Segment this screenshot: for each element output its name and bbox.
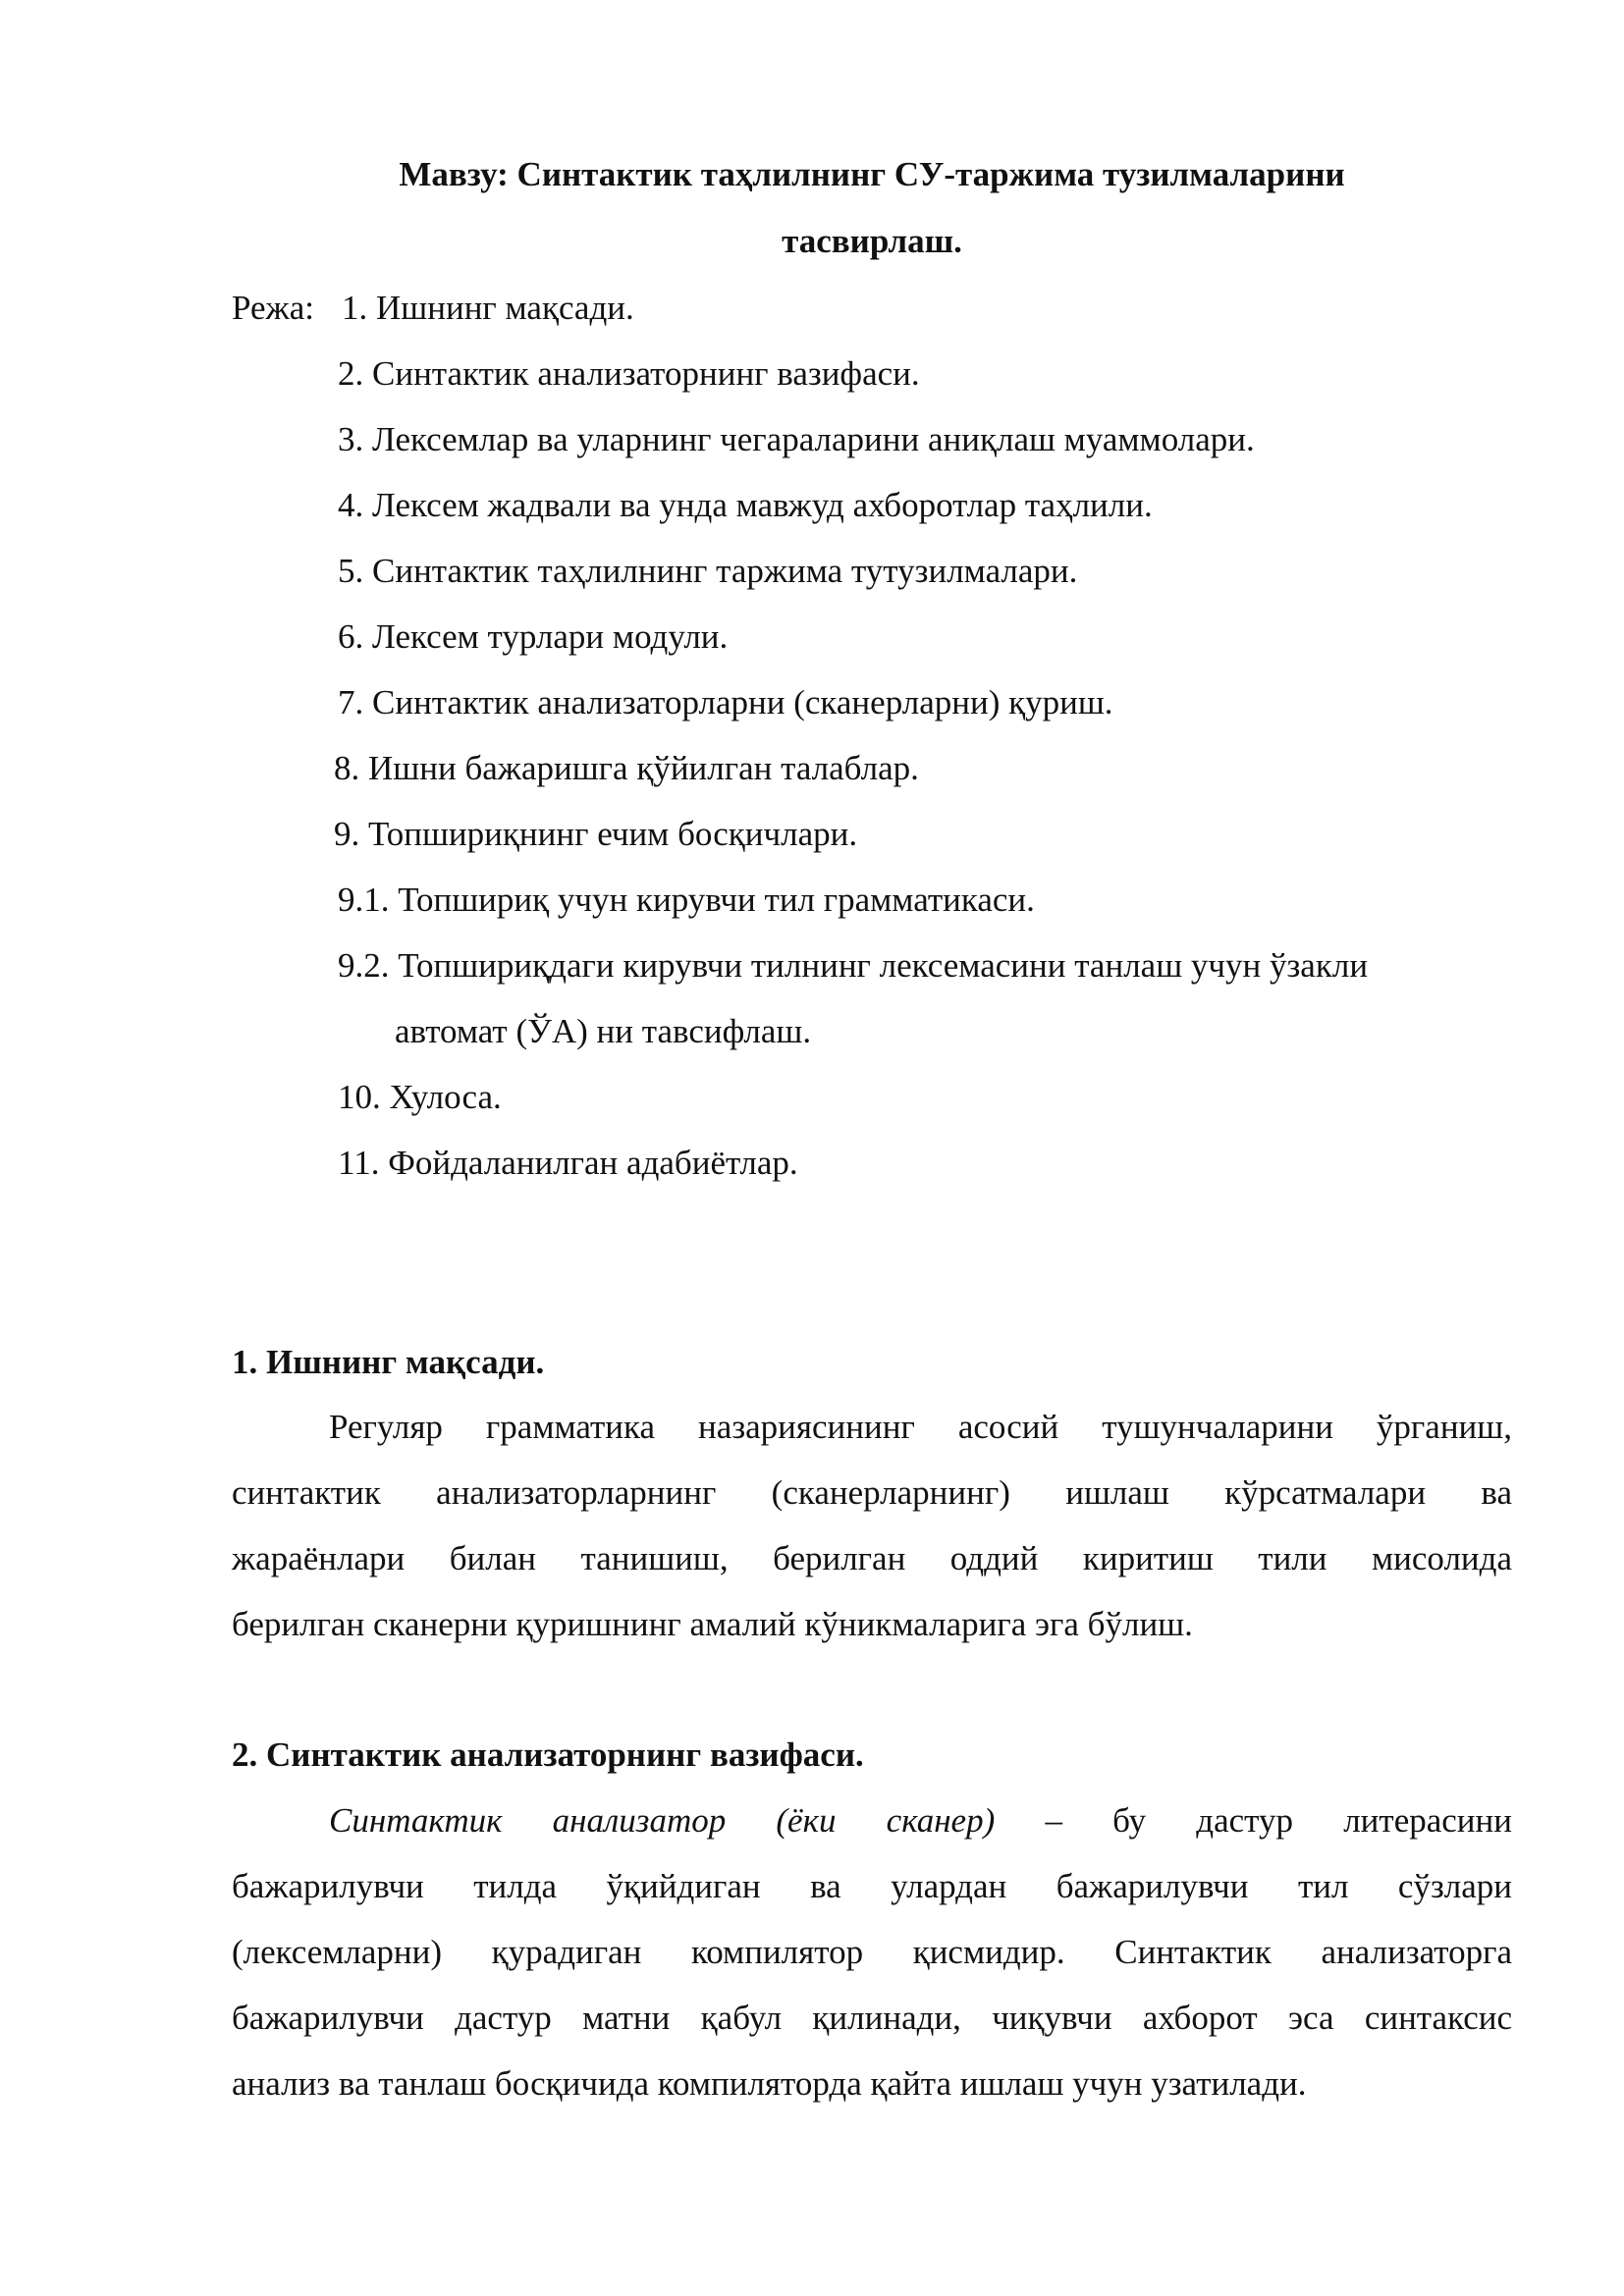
section-1-paragraph-line: жараёнлари билан танишиш, берилган оддий киритиш тили мисолида bbox=[232, 1539, 1512, 1577]
section-2-paragraph-line bbox=[329, 1801, 1512, 1841]
plan-item: 5. Синтактик таҳлилнинг таржима тутузилмалари. bbox=[338, 552, 1078, 590]
section-2-paragraph-line: анализ ва танлаш босқичида компиляторда қайта ишлаш учун узатилади. bbox=[232, 2064, 1307, 2103]
plan-item: 8. Ишни бажаришга қўйилган талаблар. bbox=[334, 749, 919, 787]
term-synthetic-analyzer: Синтактик анализатор (ёки сканер) bbox=[329, 1801, 996, 1840]
plan-item: автомат (ЎА) ни тавсифлаш. bbox=[395, 1012, 812, 1050]
section-2-paragraph-line: бажарилувчи тилда ўқийдиган ва улардан бажарилувчи тил сўзлари bbox=[232, 1867, 1512, 1905]
plan-item: 6. Лексем турлари модули. bbox=[338, 617, 729, 656]
section-2-paragraph-line: (лексемларни) қурадиган компилятор қисмидир. Синтактик анализаторга bbox=[232, 1933, 1512, 1971]
document-title-line-2: тасвирлаш. bbox=[782, 222, 962, 260]
plan-item: 7. Синтактик анализаторларни (сканерларни) қуриш. bbox=[338, 683, 1113, 721]
plan-item: 11. Фойдаланилган адабиётлар. bbox=[338, 1144, 798, 1182]
definition-text: – бу дастур литерасини bbox=[1045, 1801, 1512, 1840]
plan-item: 2. Синтактик анализаторнинг вазифаси. bbox=[338, 354, 920, 393]
plan-item: 1. Ишнинг мақсади. bbox=[342, 289, 634, 327]
plan-item: 9. Топшириқнинг ечим босқичлари. bbox=[334, 815, 858, 853]
plan-item: 9.2. Топшириқдаги кирувчи тилнинг лексемасини танлаш учун ўзакли bbox=[338, 946, 1369, 985]
plan-item: 9.1. Топшириқ учун кирувчи тил грамматикаси. bbox=[338, 881, 1035, 919]
section-1-paragraph-line: берилган сканерни қуришнинг амалий кўникмаларига эга бўлиш. bbox=[232, 1605, 1193, 1643]
plan-item: 10. Хулоса. bbox=[338, 1078, 502, 1116]
section-2-paragraph-line: бажарилувчи дастур матни қабул қилинади, чиқувчи ахборот эса синтаксис bbox=[232, 1999, 1512, 2037]
document-title-line-1: Мавзу: Синтактик таҳлилнинг СУ-таржима тузилмаларини bbox=[399, 155, 1345, 193]
section-1-paragraph-line: синтактик анализаторларнинг (сканерларнинг) ишлаш кўрсатмалари ва bbox=[232, 1473, 1512, 1512]
section-1-heading: 1. Ишнинг мақсади. bbox=[232, 1343, 545, 1381]
plan-item: 3. Лексемлар ва уларнинг чегараларини аниқлаш муаммолари. bbox=[338, 420, 1255, 458]
plan-item: 4. Лексем жадвали ва унда мавжуд ахборотлар таҳлили. bbox=[338, 486, 1153, 524]
plan-label: Режа: bbox=[232, 289, 314, 327]
section-1-paragraph-line: Регуляр грамматика назариясининг асосий тушунчаларини ўрганиш, bbox=[329, 1408, 1512, 1446]
section-2-heading: 2. Синтактик анализаторнинг вазифаси. bbox=[232, 1735, 864, 1774]
